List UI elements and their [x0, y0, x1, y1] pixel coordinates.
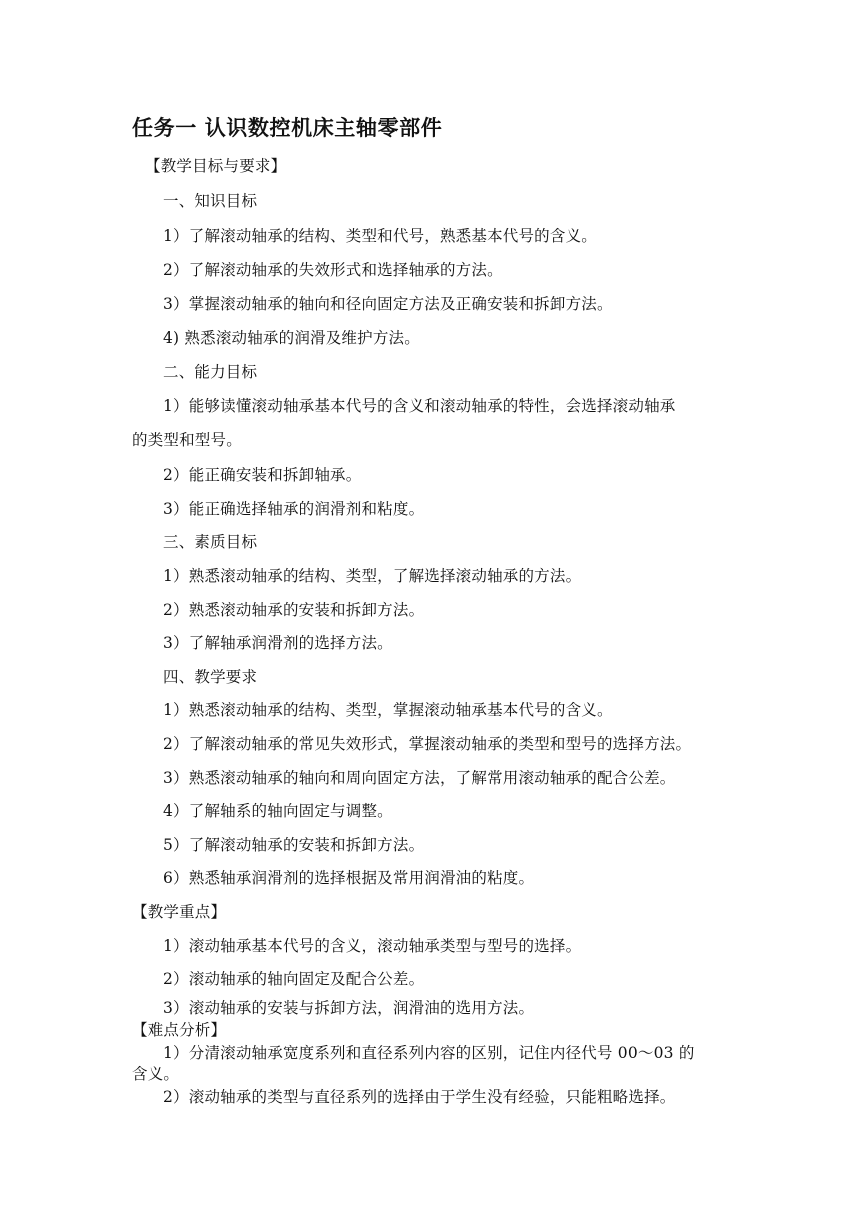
subheading-ability-goals: 二、能力目标 [163, 363, 258, 381]
teaching-requirement-2: 2）了解滚动轴承的常见失效形式，掌握滚动轴承的类型和型号的选择方法。 [163, 735, 692, 753]
teaching-requirement-1: 1）熟悉滚动轴承的结构、类型，掌握滚动轴承基本代号的含义。 [163, 701, 613, 719]
ability-goal-3: 3）能正确选择轴承的润滑剂和粘度。 [163, 500, 425, 518]
section-heading-teaching-goals: 【教学目标与要求】 [145, 157, 287, 175]
quality-goal-2: 2）熟悉滚动轴承的安装和拆卸方法。 [163, 601, 425, 619]
difficulty-point-1: 1）分清滚动轴承宽度系列和直径系列内容的区别，记住内径代号 00～03 的 [163, 1044, 695, 1062]
subheading-teaching-requirements: 四、教学要求 [163, 668, 258, 686]
ability-goal-1-continued: 的类型和型号。 [132, 431, 242, 449]
ability-goal-2: 2）能正确安装和拆卸轴承。 [163, 466, 362, 484]
subheading-knowledge-goals: 一、知识目标 [163, 192, 258, 210]
knowledge-goal-1: 1）了解滚动轴承的结构、类型和代号，熟悉基本代号的含义。 [163, 227, 597, 245]
teaching-requirement-6: 6）熟悉轴承润滑剂的选择根据及常用润滑油的粘度。 [163, 869, 535, 887]
key-point-3: 3）滚动轴承的安装与拆卸方法，润滑油的选用方法。 [163, 999, 535, 1017]
quality-goal-3: 3）了解轴承润滑剂的选择方法。 [163, 634, 393, 652]
key-point-2: 2）滚动轴承的轴向固定及配合公差。 [163, 970, 425, 988]
section-heading-difficulty-analysis: 【难点分析】 [132, 1021, 227, 1039]
teaching-requirement-3: 3）熟悉滚动轴承的轴向和周向固定方法，了解常用滚动轴承的配合公差。 [163, 769, 676, 787]
quality-goal-1: 1）熟悉滚动轴承的结构、类型，了解选择滚动轴承的方法。 [163, 567, 582, 585]
key-point-1: 1）滚动轴承基本代号的含义，滚动轴承类型与型号的选择。 [163, 937, 582, 955]
ability-goal-1: 1）能够读懂滚动轴承基本代号的含义和滚动轴承的特性，会选择滚动轴承 [163, 397, 676, 415]
difficulty-point-2: 2）滚动轴承的类型与直径系列的选择由于学生没有经验，只能粗略选择。 [163, 1088, 676, 1106]
knowledge-goal-4: 4) 熟悉滚动轴承的润滑及维护方法。 [163, 329, 420, 347]
subheading-quality-goals: 三、素质目标 [163, 533, 258, 551]
document-title: 任务一 认识数控机床主轴零部件 [132, 116, 443, 140]
teaching-requirement-5: 5）了解滚动轴承的安装和拆卸方法。 [163, 836, 425, 854]
knowledge-goal-2: 2）了解滚动轴承的失效形式和选择轴承的方法。 [163, 261, 503, 279]
teaching-requirement-4: 4）了解轴系的轴向固定与调整。 [163, 802, 393, 820]
section-heading-key-points: 【教学重点】 [132, 903, 227, 921]
knowledge-goal-3: 3）掌握滚动轴承的轴向和径向固定方法及正确安装和拆卸方法。 [163, 295, 613, 313]
difficulty-point-1-continued: 含义。 [132, 1065, 180, 1083]
